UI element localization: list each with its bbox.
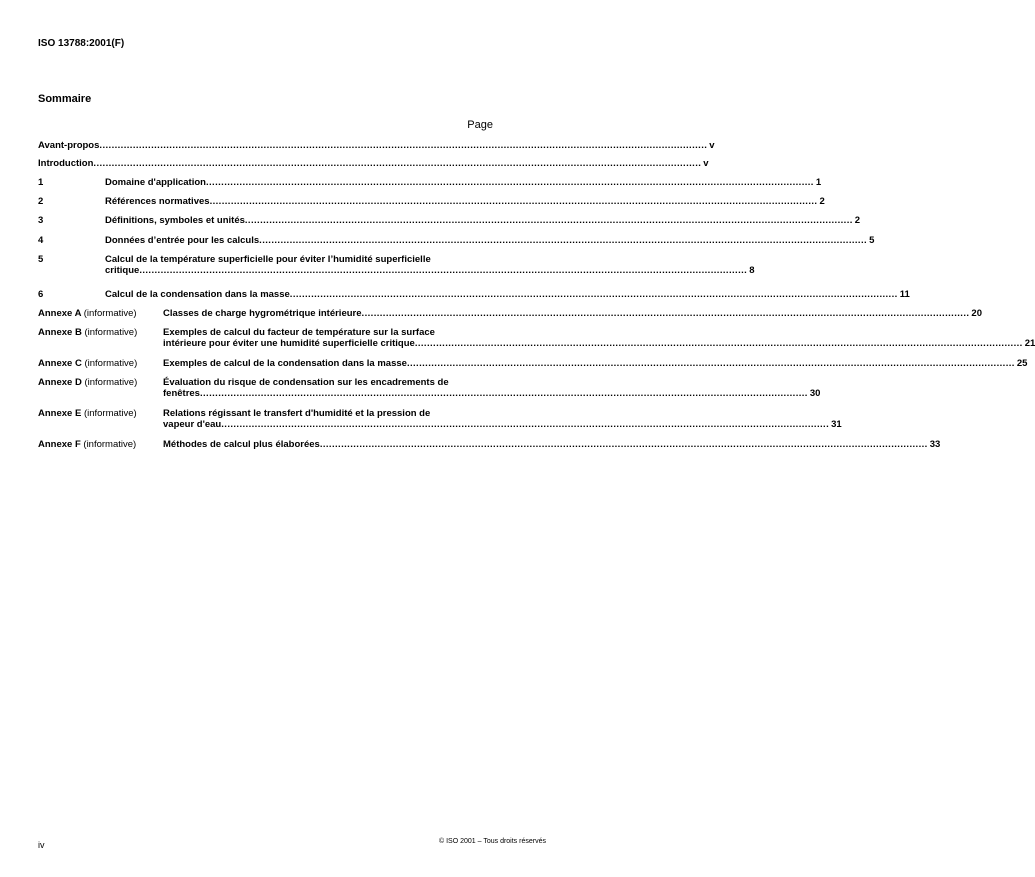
toc-entry-page: 5 [869, 235, 875, 246]
toc-annex-type: (informative) [83, 408, 137, 419]
toc-entry-leader-line [105, 196, 825, 207]
toc-entry-leader-line [163, 388, 821, 399]
toc-annex-type: (informative) [84, 377, 138, 388]
toc-entry[interactable] [38, 235, 875, 246]
page-title: Sommaire [38, 93, 92, 105]
toc-entry-page: 2 [854, 215, 861, 226]
toc-leader-dots: ........................................................................................................................................................................................................ [319, 439, 928, 450]
toc-entry-leader-line [105, 289, 910, 300]
toc-entry-title: fenêtres [163, 388, 200, 399]
toc-leader-dots: ........................................................................................................................................................................................................ [221, 419, 830, 430]
toc-leader-dots: ........................................................................................................................................................................................................ [414, 338, 1023, 349]
toc-entry[interactable] [38, 254, 755, 276]
toc-entry-leader-line [38, 158, 709, 169]
toc-leader-dots: ........................................................................................................................................................................................................ [199, 388, 808, 399]
document-id: ISO 13788:2001(F) [38, 38, 125, 49]
toc-entry-leader-line [163, 419, 842, 430]
toc-annex-label [38, 408, 137, 419]
toc-entry-page: 8 [749, 265, 755, 276]
toc-leader-dots: ........................................................................................................................................................................................................ [209, 196, 818, 207]
toc-leader-dots: ........................................................................................................................................................................................................ [93, 158, 702, 169]
toc-entry[interactable] [38, 215, 861, 226]
toc-entry-title-line1: Relations régissant le transfert d'humidité et la pression de [163, 408, 431, 419]
toc-entry[interactable] [38, 289, 910, 300]
toc-entry-leader-line [163, 439, 941, 450]
toc-leader-dots: ........................................................................................................................................................................................................ [99, 140, 708, 151]
toc-entry-title: critique [105, 265, 140, 276]
toc-annex-id: Annexe A [38, 308, 82, 319]
toc-entry-title: Données d’entrée pour les calculs [105, 235, 260, 246]
toc-entry-number: 6 [38, 289, 44, 300]
toc-entry-title-line1: Exemples de calcul du facteur de température sur la surface [163, 327, 435, 338]
toc-entry-title: Méthodes de calcul plus élaborées [163, 439, 320, 450]
toc-entry-title: Avant-propos [38, 140, 100, 151]
toc-leader-dots: ........................................................................................................................................................................................................ [244, 215, 853, 226]
toc-entry[interactable] [38, 358, 1028, 369]
toc-entry-title: vapeur d'eau [163, 419, 222, 430]
toc-entry[interactable] [38, 196, 825, 207]
toc-entry-number: 3 [38, 215, 44, 226]
toc-entry-title: Domaine d'application [105, 177, 206, 188]
toc-entry-page: 33 [929, 439, 941, 450]
toc-entry-number: 5 [38, 254, 44, 265]
toc-entry[interactable] [38, 158, 709, 169]
toc-entry-number: 2 [38, 196, 44, 207]
toc-annex-type: (informative) [83, 439, 137, 450]
toc-entry-page: 1 [815, 177, 822, 188]
toc-entry-page: v [709, 140, 715, 151]
toc-entry-number: 4 [38, 235, 44, 246]
toc-annex-type: (informative) [83, 308, 137, 319]
toc-leader-dots: ........................................................................................................................................................................................................ [361, 308, 970, 319]
toc-entry-title: Classes de charge hygrométrique intérieure [163, 308, 362, 319]
toc-entry-number: 1 [38, 177, 44, 188]
toc-entry-title: Introduction [38, 158, 94, 169]
toc-entry-leader-line [163, 338, 1035, 349]
toc-entry-title: Exemples de calcul de la condensation dans la masse [163, 358, 407, 369]
toc-entry[interactable] [38, 408, 842, 430]
toc-entry-page: 11 [899, 289, 910, 300]
toc-entry-leader-line [105, 215, 861, 226]
toc-entry-page: 2 [819, 196, 825, 207]
toc-entry-page: 31 [831, 419, 842, 430]
toc-entry[interactable] [38, 308, 982, 319]
toc-annex-id: Annexe D [38, 377, 82, 388]
toc-annex-type: (informative) [84, 358, 138, 369]
toc-entry-page: 30 [809, 388, 821, 399]
footer-page-number: iv [38, 840, 45, 850]
toc-entry-leader-line [38, 140, 715, 151]
toc-entry-leader-line [105, 235, 875, 246]
toc-entry[interactable] [38, 377, 821, 399]
toc-entry[interactable] [38, 177, 822, 188]
toc-entry-page: v [703, 158, 709, 169]
toc-annex-id: Annexe E [38, 408, 82, 419]
toc-entry-leader-line [163, 308, 982, 319]
toc-leader-dots: ........................................................................................................................................................................................................ [259, 235, 868, 246]
toc-entry-title: Calcul de la condensation dans la masse [105, 289, 290, 300]
toc-entry-title-line1: Calcul de la température superficielle pour éviter l’humidité superficielle [105, 254, 431, 265]
toc-annex-label [38, 439, 136, 450]
toc-entry-title: Définitions, symboles et unités [105, 215, 245, 226]
toc-annex-type: (informative) [84, 327, 138, 338]
toc-leader-dots: ........................................................................................................................................................................................................ [289, 289, 898, 300]
toc-entry-leader-line [105, 177, 822, 188]
toc-entry-page: 20 [971, 308, 982, 319]
toc-entry-page: 25 [1016, 358, 1028, 369]
toc-leader-dots: ........................................................................................................................................................................................................ [205, 177, 814, 188]
page-column-label: Page [467, 119, 493, 131]
toc-entry-leader-line [163, 358, 1028, 369]
toc-annex-label [38, 358, 137, 369]
toc-leader-dots: ........................................................................................................................................................................................................ [406, 358, 1015, 369]
toc-annex-id: Annexe C [38, 358, 82, 369]
toc-entry-page: 21 [1024, 338, 1035, 349]
footer-copyright: © ISO 2001 – Tous droits réservés [439, 838, 546, 845]
toc-annex-id: Annexe F [38, 439, 81, 450]
toc-annex-id: Annexe B [38, 327, 82, 338]
toc-leader-dots: ........................................................................................................................................................................................................ [139, 265, 748, 276]
toc-entry[interactable] [38, 439, 941, 450]
toc-annex-label [38, 377, 137, 388]
toc-annex-label [38, 308, 137, 319]
toc-entry-leader-line [105, 265, 755, 276]
toc-entry[interactable] [38, 327, 1035, 349]
toc-entry-title-line1: Évaluation du risque de condensation sur les encadrements de [163, 377, 449, 388]
toc-entry[interactable] [38, 140, 715, 151]
toc-entry-title: Références normatives [105, 196, 210, 207]
toc-annex-label [38, 327, 137, 338]
toc-entry-title: intérieure pour éviter une humidité superficielle critique [163, 338, 415, 349]
